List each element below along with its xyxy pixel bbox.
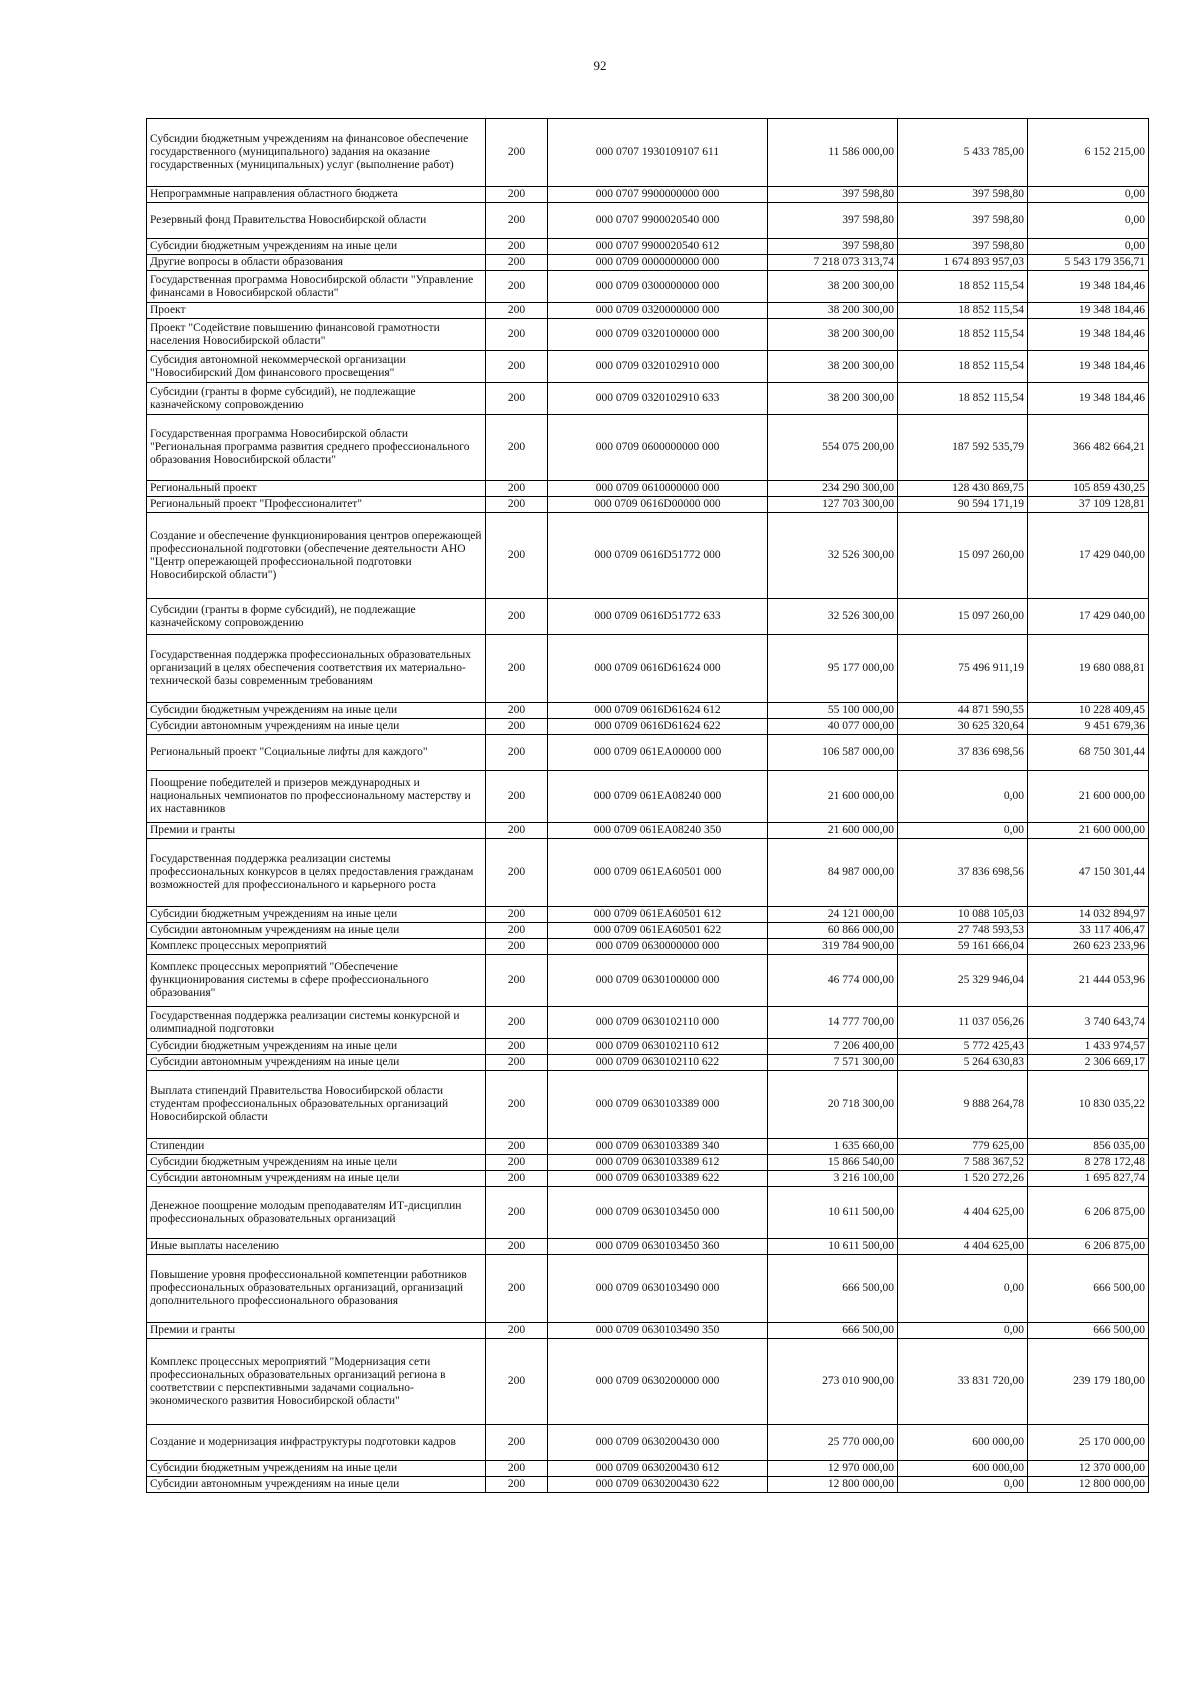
approved-amount-cell: 7 218 073 313,74 [768, 255, 898, 271]
unexecuted-amount-cell: 19 348 184,46 [1028, 383, 1149, 415]
table-row [147, 771, 1149, 823]
budget-classification-code-cell: 000 0709 0630200000 000 [548, 1339, 768, 1425]
executed-amount-cell: 90 594 171,19 [898, 497, 1028, 513]
executed-amount-cell: 37 836 698,56 [898, 735, 1028, 771]
approved-amount-cell: 127 703 300,00 [768, 497, 898, 513]
executed-amount-cell: 397 598,80 [898, 187, 1028, 203]
budget-classification-code-cell: 000 0709 0630103389 612 [548, 1155, 768, 1171]
expense-name-cell: Государственная программа Новосибирской области "Управление финансами в Новосибирской области" [147, 271, 486, 303]
table-row [147, 255, 1149, 271]
approved-amount-cell: 24 121 000,00 [768, 907, 898, 923]
expense-name-cell: Субсидии (гранты в форме субсидий), не подлежащие казначейскому сопровождению [147, 599, 486, 635]
unexecuted-amount-cell: 0,00 [1028, 187, 1149, 203]
executed-amount-cell: 18 852 115,54 [898, 271, 1028, 303]
table-row [147, 497, 1149, 513]
expense-name-cell: Субсидии бюджетным учреждениям на иные цели [147, 703, 486, 719]
table-row [147, 1055, 1149, 1071]
table-row [147, 1425, 1149, 1461]
expense-name-cell: Премии и гранты [147, 823, 486, 839]
budget-table-body [147, 119, 1149, 1493]
approved-amount-cell: 84 987 000,00 [768, 839, 898, 907]
executed-amount-cell: 4 404 625,00 [898, 1239, 1028, 1255]
budget-classification-code-cell: 000 0709 0616D51772 633 [548, 599, 768, 635]
unexecuted-amount-cell: 19 348 184,46 [1028, 319, 1149, 351]
expense-name-cell: Комплекс процессных мероприятий "Обеспечение функционирования системы в сфере профессионального образования" [147, 955, 486, 1007]
unexecuted-amount-cell: 17 429 040,00 [1028, 599, 1149, 635]
table-row [147, 415, 1149, 481]
table-row [147, 513, 1149, 599]
unexecuted-amount-cell: 33 117 406,47 [1028, 923, 1149, 939]
admin-code-cell: 200 [486, 1461, 548, 1477]
expense-name-cell: Субсидии бюджетным учреждениям на иные цели [147, 239, 486, 255]
expense-name-cell: Резервный фонд Правительства Новосибирской области [147, 203, 486, 239]
unexecuted-amount-cell: 19 348 184,46 [1028, 351, 1149, 383]
table-row [147, 271, 1149, 303]
executed-amount-cell: 59 161 666,04 [898, 939, 1028, 955]
unexecuted-amount-cell: 19 348 184,46 [1028, 271, 1149, 303]
budget-classification-code-cell: 000 0709 0320102910 633 [548, 383, 768, 415]
executed-amount-cell: 1 674 893 957,03 [898, 255, 1028, 271]
admin-code-cell: 200 [486, 1255, 548, 1323]
admin-code-cell: 200 [486, 203, 548, 239]
approved-amount-cell: 14 777 700,00 [768, 1007, 898, 1039]
executed-amount-cell: 4 404 625,00 [898, 1187, 1028, 1239]
table-row [147, 481, 1149, 497]
expense-name-cell: Региональный проект [147, 481, 486, 497]
admin-code-cell: 200 [486, 1339, 548, 1425]
unexecuted-amount-cell: 6 152 215,00 [1028, 119, 1149, 187]
table-row [147, 735, 1149, 771]
admin-code-cell: 200 [486, 1239, 548, 1255]
unexecuted-amount-cell: 47 150 301,44 [1028, 839, 1149, 907]
budget-classification-code-cell: 000 0709 0610000000 000 [548, 481, 768, 497]
expense-name-cell: Другие вопросы в области образования [147, 255, 486, 271]
approved-amount-cell: 38 200 300,00 [768, 351, 898, 383]
unexecuted-amount-cell: 9 451 679,36 [1028, 719, 1149, 735]
admin-code-cell: 200 [486, 939, 548, 955]
unexecuted-amount-cell: 21 444 053,96 [1028, 955, 1149, 1007]
expense-name-cell: Региональный проект "Социальные лифты для каждого" [147, 735, 486, 771]
admin-code-cell: 200 [486, 1187, 548, 1239]
approved-amount-cell: 319 784 900,00 [768, 939, 898, 955]
admin-code-cell: 200 [486, 187, 548, 203]
admin-code-cell: 200 [486, 415, 548, 481]
executed-amount-cell: 0,00 [898, 771, 1028, 823]
budget-classification-code-cell: 000 0709 0630100000 000 [548, 955, 768, 1007]
unexecuted-amount-cell: 5 543 179 356,71 [1028, 255, 1149, 271]
admin-code-cell: 200 [486, 497, 548, 513]
expense-name-cell: Субсидии автономным учреждениям на иные цели [147, 719, 486, 735]
executed-amount-cell: 5 772 425,43 [898, 1039, 1028, 1055]
table-row [147, 1007, 1149, 1039]
executed-amount-cell: 30 625 320,64 [898, 719, 1028, 735]
admin-code-cell: 200 [486, 735, 548, 771]
approved-amount-cell: 397 598,80 [768, 239, 898, 255]
expense-name-cell: Субсидии автономным учреждениям на иные цели [147, 1055, 486, 1071]
executed-amount-cell: 44 871 590,55 [898, 703, 1028, 719]
budget-classification-code-cell: 000 0709 061EA60501 000 [548, 839, 768, 907]
unexecuted-amount-cell: 0,00 [1028, 239, 1149, 255]
executed-amount-cell: 10 088 105,03 [898, 907, 1028, 923]
budget-classification-code-cell: 000 0707 9900020540 000 [548, 203, 768, 239]
approved-amount-cell: 10 611 500,00 [768, 1239, 898, 1255]
budget-classification-code-cell: 000 0709 0300000000 000 [548, 271, 768, 303]
executed-amount-cell: 5 264 630,83 [898, 1055, 1028, 1071]
admin-code-cell: 200 [486, 119, 548, 187]
unexecuted-amount-cell: 21 600 000,00 [1028, 771, 1149, 823]
admin-code-cell: 200 [486, 239, 548, 255]
budget-classification-code-cell: 000 0709 0630102110 612 [548, 1039, 768, 1055]
approved-amount-cell: 10 611 500,00 [768, 1187, 898, 1239]
unexecuted-amount-cell: 6 206 875,00 [1028, 1239, 1149, 1255]
admin-code-cell: 200 [486, 703, 548, 719]
executed-amount-cell: 37 836 698,56 [898, 839, 1028, 907]
unexecuted-amount-cell: 12 800 000,00 [1028, 1477, 1149, 1493]
admin-code-cell: 200 [486, 1139, 548, 1155]
budget-classification-code-cell: 000 0707 9900000000 000 [548, 187, 768, 203]
expense-name-cell: Денежное поощрение молодым преподавателям ИТ-дисциплин профессиональных образовательных организаций [147, 1187, 486, 1239]
budget-classification-code-cell: 000 0709 0630102110 000 [548, 1007, 768, 1039]
budget-classification-code-cell: 000 0709 0630103490 350 [548, 1323, 768, 1339]
executed-amount-cell: 18 852 115,54 [898, 303, 1028, 319]
table-row [147, 599, 1149, 635]
table-row [147, 1239, 1149, 1255]
budget-classification-code-cell: 000 0707 9900020540 612 [548, 239, 768, 255]
expense-name-cell: Субсидии бюджетным учреждениям на иные цели [147, 1461, 486, 1477]
unexecuted-amount-cell: 2 306 669,17 [1028, 1055, 1149, 1071]
expense-name-cell: Субсидии автономным учреждениям на иные цели [147, 1477, 486, 1493]
approved-amount-cell: 234 290 300,00 [768, 481, 898, 497]
executed-amount-cell: 0,00 [898, 1323, 1028, 1339]
admin-code-cell: 200 [486, 383, 548, 415]
budget-classification-code-cell: 000 0709 0616D61624 612 [548, 703, 768, 719]
approved-amount-cell: 397 598,80 [768, 187, 898, 203]
budget-classification-code-cell: 000 0707 1930109107 611 [548, 119, 768, 187]
executed-amount-cell: 18 852 115,54 [898, 319, 1028, 351]
executed-amount-cell: 7 588 367,52 [898, 1155, 1028, 1171]
budget-classification-code-cell: 000 0709 0320000000 000 [548, 303, 768, 319]
executed-amount-cell: 27 748 593,53 [898, 923, 1028, 939]
approved-amount-cell: 55 100 000,00 [768, 703, 898, 719]
budget-classification-code-cell: 000 0709 0616D61624 000 [548, 635, 768, 703]
admin-code-cell: 200 [486, 839, 548, 907]
unexecuted-amount-cell: 10 228 409,45 [1028, 703, 1149, 719]
admin-code-cell: 200 [486, 1323, 548, 1339]
admin-code-cell: 200 [486, 1171, 548, 1187]
table-row [147, 719, 1149, 735]
admin-code-cell: 200 [486, 907, 548, 923]
expense-name-cell: Государственная поддержка реализации системы профессиональных конкурсов в целях предоставления гражданам возможностей для профессионального и карьерного роста [147, 839, 486, 907]
table-row [147, 383, 1149, 415]
table-row [147, 1339, 1149, 1425]
expense-name-cell: Субсидии бюджетным учреждениям на иные цели [147, 1039, 486, 1055]
executed-amount-cell: 25 329 946,04 [898, 955, 1028, 1007]
executed-amount-cell: 33 831 720,00 [898, 1339, 1028, 1425]
budget-classification-code-cell: 000 0709 0630103450 000 [548, 1187, 768, 1239]
admin-code-cell: 200 [486, 1071, 548, 1139]
table-row [147, 907, 1149, 923]
unexecuted-amount-cell: 19 348 184,46 [1028, 303, 1149, 319]
unexecuted-amount-cell: 1 695 827,74 [1028, 1171, 1149, 1187]
executed-amount-cell: 600 000,00 [898, 1425, 1028, 1461]
admin-code-cell: 200 [486, 481, 548, 497]
expense-name-cell: Непрограммные направления областного бюджета [147, 187, 486, 203]
expense-name-cell: Комплекс процессных мероприятий "Модернизация сети профессиональных образовательных организаций региона в соответствии с перспективными задачами социально-экономического развития Новосибирской области" [147, 1339, 486, 1425]
table-row [147, 203, 1149, 239]
unexecuted-amount-cell: 666 500,00 [1028, 1323, 1149, 1339]
budget-classification-code-cell: 000 0709 0616D00000 000 [548, 497, 768, 513]
executed-amount-cell: 0,00 [898, 1477, 1028, 1493]
admin-code-cell: 200 [486, 319, 548, 351]
admin-code-cell: 200 [486, 1039, 548, 1055]
executed-amount-cell: 15 097 260,00 [898, 513, 1028, 599]
executed-amount-cell: 5 433 785,00 [898, 119, 1028, 187]
approved-amount-cell: 21 600 000,00 [768, 823, 898, 839]
expense-name-cell: Проект "Содействие повышению финансовой грамотности населения Новосибирской области" [147, 319, 486, 351]
table-row [147, 1461, 1149, 1477]
approved-amount-cell: 46 774 000,00 [768, 955, 898, 1007]
approved-amount-cell: 25 770 000,00 [768, 1425, 898, 1461]
budget-classification-code-cell: 000 0709 061EA08240 350 [548, 823, 768, 839]
expense-name-cell: Государственная программа Новосибирской области "Региональная программа развития среднего профессионального образования Новосибирской области" [147, 415, 486, 481]
admin-code-cell: 200 [486, 271, 548, 303]
table-row [147, 1255, 1149, 1323]
budget-classification-code-cell: 000 0709 0630103389 622 [548, 1171, 768, 1187]
expense-name-cell: Субсидии бюджетным учреждениям на иные цели [147, 1155, 486, 1171]
table-row [147, 319, 1149, 351]
admin-code-cell: 200 [486, 1425, 548, 1461]
budget-classification-code-cell: 000 0709 0630200430 612 [548, 1461, 768, 1477]
executed-amount-cell: 11 037 056,26 [898, 1007, 1028, 1039]
expense-name-cell: Премии и гранты [147, 1323, 486, 1339]
approved-amount-cell: 38 200 300,00 [768, 303, 898, 319]
approved-amount-cell: 397 598,80 [768, 203, 898, 239]
executed-amount-cell: 600 000,00 [898, 1461, 1028, 1477]
expense-name-cell: Государственная поддержка реализации системы конкурсной и олимпиадной подготовки [147, 1007, 486, 1039]
executed-amount-cell: 187 592 535,79 [898, 415, 1028, 481]
table-row [147, 303, 1149, 319]
admin-code-cell: 200 [486, 719, 548, 735]
unexecuted-amount-cell: 21 600 000,00 [1028, 823, 1149, 839]
table-row [147, 1039, 1149, 1055]
approved-amount-cell: 11 586 000,00 [768, 119, 898, 187]
table-row [147, 119, 1149, 187]
approved-amount-cell: 21 600 000,00 [768, 771, 898, 823]
expense-name-cell: Субсидии (гранты в форме субсидий), не подлежащие казначейскому сопровождению [147, 383, 486, 415]
approved-amount-cell: 95 177 000,00 [768, 635, 898, 703]
table-row [147, 1071, 1149, 1139]
approved-amount-cell: 38 200 300,00 [768, 271, 898, 303]
admin-code-cell: 200 [486, 771, 548, 823]
expense-name-cell: Повышение уровня профессиональной компетенции работников профессиональных образовательных организаций, организаций дополнительного профессионального образования [147, 1255, 486, 1323]
expense-name-cell: Субсидии бюджетным учреждениям на иные цели [147, 907, 486, 923]
executed-amount-cell: 75 496 911,19 [898, 635, 1028, 703]
approved-amount-cell: 106 587 000,00 [768, 735, 898, 771]
unexecuted-amount-cell: 666 500,00 [1028, 1255, 1149, 1323]
approved-amount-cell: 38 200 300,00 [768, 383, 898, 415]
unexecuted-amount-cell: 105 859 430,25 [1028, 481, 1149, 497]
approved-amount-cell: 12 800 000,00 [768, 1477, 898, 1493]
admin-code-cell: 200 [486, 955, 548, 1007]
executed-amount-cell: 1 520 272,26 [898, 1171, 1028, 1187]
executed-amount-cell: 397 598,80 [898, 203, 1028, 239]
admin-code-cell: 200 [486, 255, 548, 271]
table-row [147, 239, 1149, 255]
executed-amount-cell: 397 598,80 [898, 239, 1028, 255]
budget-classification-code-cell: 000 0709 0630102110 622 [548, 1055, 768, 1071]
budget-classification-code-cell: 000 0709 0320100000 000 [548, 319, 768, 351]
unexecuted-amount-cell: 12 370 000,00 [1028, 1461, 1149, 1477]
executed-amount-cell: 0,00 [898, 1255, 1028, 1323]
admin-code-cell: 200 [486, 1477, 548, 1493]
approved-amount-cell: 554 075 200,00 [768, 415, 898, 481]
admin-code-cell: 200 [486, 599, 548, 635]
approved-amount-cell: 15 866 540,00 [768, 1155, 898, 1171]
budget-classification-code-cell: 000 0709 0630000000 000 [548, 939, 768, 955]
budget-classification-code-cell: 000 0709 0000000000 000 [548, 255, 768, 271]
budget-table [146, 118, 1149, 1493]
table-row [147, 1139, 1149, 1155]
expense-name-cell: Поощрение победителей и призеров международных и национальных чемпионатов по профессиональному мастерству и их наставников [147, 771, 486, 823]
admin-code-cell: 200 [486, 635, 548, 703]
table-row [147, 839, 1149, 907]
budget-classification-code-cell: 000 0709 061EA08240 000 [548, 771, 768, 823]
budget-classification-code-cell: 000 0709 061EA60501 622 [548, 923, 768, 939]
approved-amount-cell: 32 526 300,00 [768, 599, 898, 635]
admin-code-cell: 200 [486, 1055, 548, 1071]
unexecuted-amount-cell: 19 680 088,81 [1028, 635, 1149, 703]
table-row [147, 955, 1149, 1007]
table-row [147, 1477, 1149, 1493]
budget-classification-code-cell: 000 0709 0630103389 000 [548, 1071, 768, 1139]
unexecuted-amount-cell: 260 623 233,96 [1028, 939, 1149, 955]
table-row [147, 823, 1149, 839]
executed-amount-cell: 9 888 264,78 [898, 1071, 1028, 1139]
approved-amount-cell: 7 571 300,00 [768, 1055, 898, 1071]
approved-amount-cell: 38 200 300,00 [768, 319, 898, 351]
approved-amount-cell: 32 526 300,00 [768, 513, 898, 599]
admin-code-cell: 200 [486, 1155, 548, 1171]
executed-amount-cell: 18 852 115,54 [898, 383, 1028, 415]
budget-classification-code-cell: 000 0709 0630103450 360 [548, 1239, 768, 1255]
budget-classification-code-cell: 000 0709 0616D51772 000 [548, 513, 768, 599]
budget-classification-code-cell: 000 0709 0630200430 622 [548, 1477, 768, 1493]
unexecuted-amount-cell: 1 433 974,57 [1028, 1039, 1149, 1055]
unexecuted-amount-cell: 17 429 040,00 [1028, 513, 1149, 599]
expense-name-cell: Комплекс процессных мероприятий [147, 939, 486, 955]
unexecuted-amount-cell: 10 830 035,22 [1028, 1071, 1149, 1139]
unexecuted-amount-cell: 8 278 172,48 [1028, 1155, 1149, 1171]
table-row [147, 923, 1149, 939]
table-row [147, 187, 1149, 203]
approved-amount-cell: 1 635 660,00 [768, 1139, 898, 1155]
expense-name-cell: Государственная поддержка профессиональных образовательных организаций в целях обеспечения соответствия их материально-технической базы современным требованиям [147, 635, 486, 703]
executed-amount-cell: 128 430 869,75 [898, 481, 1028, 497]
approved-amount-cell: 7 206 400,00 [768, 1039, 898, 1055]
admin-code-cell: 200 [486, 303, 548, 319]
approved-amount-cell: 40 077 000,00 [768, 719, 898, 735]
unexecuted-amount-cell: 37 109 128,81 [1028, 497, 1149, 513]
expense-name-cell: Субсидия автономной некоммерческой организации "Новосибирский Дом финансового просвещения" [147, 351, 486, 383]
expense-name-cell: Региональный проект "Профессионалитет" [147, 497, 486, 513]
budget-classification-code-cell: 000 0709 061EA60501 612 [548, 907, 768, 923]
executed-amount-cell: 779 625,00 [898, 1139, 1028, 1155]
approved-amount-cell: 273 010 900,00 [768, 1339, 898, 1425]
budget-classification-code-cell: 000 0709 0630200430 000 [548, 1425, 768, 1461]
table-row [147, 1187, 1149, 1239]
table-row [147, 939, 1149, 955]
table-row [147, 1171, 1149, 1187]
expense-name-cell: Стипендии [147, 1139, 486, 1155]
unexecuted-amount-cell: 0,00 [1028, 203, 1149, 239]
table-row [147, 1155, 1149, 1171]
approved-amount-cell: 20 718 300,00 [768, 1071, 898, 1139]
admin-code-cell: 200 [486, 513, 548, 599]
executed-amount-cell: 15 097 260,00 [898, 599, 1028, 635]
approved-amount-cell: 666 500,00 [768, 1255, 898, 1323]
budget-classification-code-cell: 000 0709 0616D61624 622 [548, 719, 768, 735]
table-row [147, 1323, 1149, 1339]
approved-amount-cell: 3 216 100,00 [768, 1171, 898, 1187]
approved-amount-cell: 666 500,00 [768, 1323, 898, 1339]
unexecuted-amount-cell: 14 032 894,97 [1028, 907, 1149, 923]
table-row [147, 635, 1149, 703]
unexecuted-amount-cell: 68 750 301,44 [1028, 735, 1149, 771]
table-row [147, 703, 1149, 719]
budget-classification-code-cell: 000 0709 061EA00000 000 [548, 735, 768, 771]
expense-name-cell: Субсидии автономным учреждениям на иные цели [147, 923, 486, 939]
budget-classification-code-cell: 000 0709 0600000000 000 [548, 415, 768, 481]
budget-classification-code-cell: 000 0709 0630103490 000 [548, 1255, 768, 1323]
executed-amount-cell: 18 852 115,54 [898, 351, 1028, 383]
executed-amount-cell: 0,00 [898, 823, 1028, 839]
unexecuted-amount-cell: 366 482 664,21 [1028, 415, 1149, 481]
expense-name-cell: Выплата стипендий Правительства Новосибирской области студентам профессиональных образовательных организаций Новосибирской области [147, 1071, 486, 1139]
unexecuted-amount-cell: 856 035,00 [1028, 1139, 1149, 1155]
unexecuted-amount-cell: 239 179 180,00 [1028, 1339, 1149, 1425]
budget-classification-code-cell: 000 0709 0320102910 000 [548, 351, 768, 383]
expense-name-cell: Субсидии автономным учреждениям на иные цели [147, 1171, 486, 1187]
admin-code-cell: 200 [486, 823, 548, 839]
approved-amount-cell: 60 866 000,00 [768, 923, 898, 939]
expense-name-cell: Создание и модернизация инфраструктуры подготовки кадров [147, 1425, 486, 1461]
expense-name-cell: Иные выплаты населению [147, 1239, 486, 1255]
unexecuted-amount-cell: 3 740 643,74 [1028, 1007, 1149, 1039]
expense-name-cell: Субсидии бюджетным учреждениям на финансовое обеспечение государственного (муниципального) задания на оказание государственных (муниципальных) услуг (выполнение работ) [147, 119, 486, 187]
approved-amount-cell: 12 970 000,00 [768, 1461, 898, 1477]
expense-name-cell: Проект [147, 303, 486, 319]
page-number: 92 [593, 58, 607, 73]
expense-name-cell: Создание и обеспечение функционирования центров опережающей профессиональной подготовки (обеспечение деятельности АНО "Центр опережающей профессиональной подготовки Новосибирской области") [147, 513, 486, 599]
budget-classification-code-cell: 000 0709 0630103389 340 [548, 1139, 768, 1155]
admin-code-cell: 200 [486, 351, 548, 383]
admin-code-cell: 200 [486, 1007, 548, 1039]
admin-code-cell: 200 [486, 923, 548, 939]
table-row [147, 351, 1149, 383]
unexecuted-amount-cell: 25 170 000,00 [1028, 1425, 1149, 1461]
unexecuted-amount-cell: 6 206 875,00 [1028, 1187, 1149, 1239]
